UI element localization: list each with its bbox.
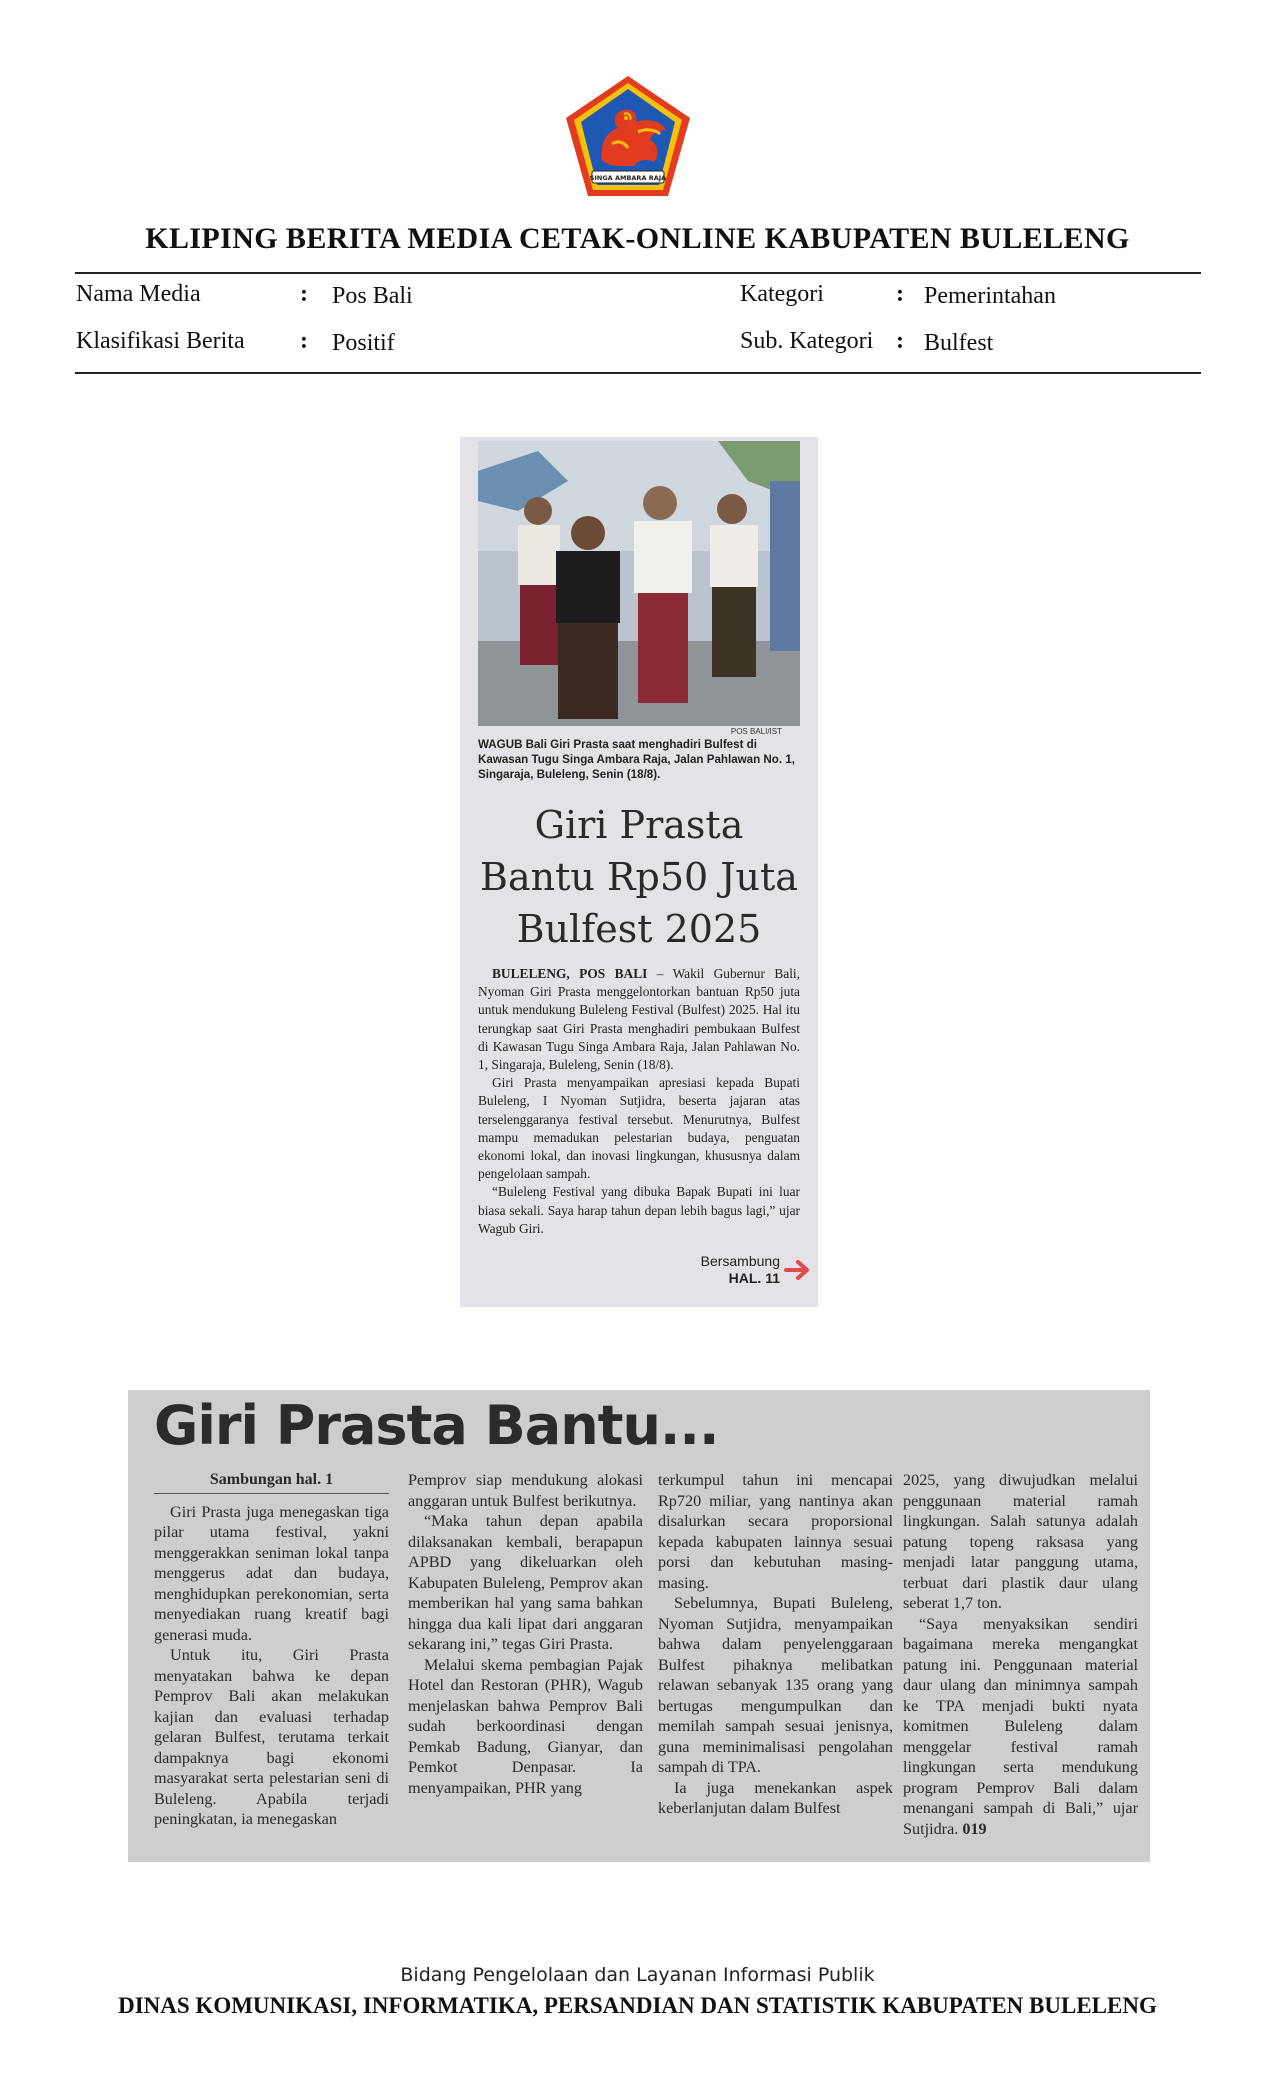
article-headline xyxy=(460,799,818,955)
class-label: Klasifikasi Berita xyxy=(76,328,245,354)
class-colon: : xyxy=(300,328,308,354)
continuation-subhead: Sambungan hal. 1 xyxy=(154,1470,389,1494)
paragraph-3: “Buleleng Festival yang dibuka Bapak Bupati ini luar biasa sekali. Saya harap tahun depan lebih bagus lagi,” ujar Wagub Giri. xyxy=(478,1184,800,1236)
col1-paragraph-2: Untuk itu, Giri Prasta menyatakan bahwa ke depan Pemprov Bali akan melakukan kajian dan evaluasi terhadap gelaran Bulfest, terutama terkait dampaknya bagi ekonomi masyarakat serta pelestarian seni di Buleleng. Apabila terjadi peningkatan, ia menegaskan xyxy=(154,1646,389,1828)
dateline: BULELENG, POS BALI xyxy=(492,966,648,981)
continued-page: HAL. 11 xyxy=(728,1270,780,1286)
column-3 xyxy=(658,1470,893,1819)
singa-ambara-raja-logo xyxy=(562,74,694,200)
column-2 xyxy=(408,1470,643,1798)
media-label: Nama Media xyxy=(76,281,201,307)
continued-note xyxy=(701,1253,780,1287)
paragraph-2: Giri Prasta menyampaikan apresiasi kepada Bupati Buleleng, I Nyoman Sutjidra, beserta jajaran atas terselenggaranya festival tersebut. Menurutnya, Bulfest mampu memadukan pelestarian budaya, penguatan ekonomi lokal, dan inovasi lingkungan, khususnya dalam pengelolaan sampah. xyxy=(478,1075,800,1182)
col4-paragraph-2: “Saya menyaksikan sendiri bagaimana mereka mengangkat patung ini. Penggunaan material daur ulang dan minimnya sampah ke TPA menjadi bukti nyata komitmen Buleleng dalam menggelar festival ramah lingkungan serta mendukung program Pemprov Bali dalam menangani sampah di Bali,” ujar Sutjidra. xyxy=(903,1614,1138,1838)
media-colon: : xyxy=(300,281,308,307)
header-rule-bottom xyxy=(75,372,1201,374)
arrow-right-icon xyxy=(784,1259,812,1281)
col3-paragraph-3: Ia juga menekankan aspek keberlanjutan dalam Bulfest xyxy=(658,1778,893,1817)
paragraph-1: – Wakil Gubernur Bali, Nyoman Giri Prasta menggelontorkan bantuan Rp50 juta untuk mendukung Buleleng Festival (Bulfest) 2025. Hal itu terungkap saat Giri Prasta menghadiri pembukaan Bulfest di Kawasan Tugu Singa Ambara Raja, Jalan Pahlawan No. 1, Singaraja, Buleleng, Senin (18/8). xyxy=(478,966,800,1073)
category-colon: : xyxy=(896,281,904,307)
col2-paragraph-2: “Maka tahun depan apabila dilaksanakan kembali, berapapun APBD yang dikeluarkan oleh Kabupaten Buleleng, Pemprov akan memberikan hal yang sama bahkan hingga dua kali lipat dari anggaran sekarang ini,” tegas Giri Prasta. xyxy=(408,1512,643,1653)
class-value: Positif xyxy=(332,330,395,356)
footer-division: Bidang Pengelolaan dan Layanan Informasi Publik xyxy=(400,1964,875,1986)
article-body xyxy=(478,965,800,1238)
column-4 xyxy=(903,1470,1138,1839)
footer-agency: DINAS KOMUNIKASI, INFORMATIKA, PERSANDIAN DAN STATISTIK KABUPATEN BULELENG xyxy=(118,1993,1157,2018)
category-label: Kategori xyxy=(740,281,824,307)
col1-paragraph-1: Giri Prasta juga menegaskan tiga pilar utama festival, yakni menggerakkan seniman lokal tanpa menggerus adat dan budaya, menghidupkan perekonomian, serta menyediakan ruang kreatif bagi generasi muda. xyxy=(154,1502,389,1644)
col2-paragraph-1: Pemprov siap mendukung alokasi anggaran untuk Bulfest berikutnya. xyxy=(408,1471,643,1510)
column-1 xyxy=(154,1470,389,1830)
photo-credit: POS BALI/IST xyxy=(730,727,782,736)
news-photo xyxy=(478,441,800,726)
continuation-headline: Giri Prasta Bantu... xyxy=(154,1394,719,1457)
photo-caption: WAGUB Bali Giri Prasta saat menghadiri Bulfest di Kawasan Tugu Singa Ambara Raja, Jalan Pahlawan No. 1, Singaraja, Buleleng, Senin (18/8). xyxy=(478,738,795,781)
col3-paragraph-2: Sebelumnya, Bupati Buleleng, Nyoman Sutjidra, menyampaikan bahwa dalam penyelenggaraan Bulfest pihaknya melibatkan relawan sebanyak 135 orang yang bertugas mengumpulkan dan memilah sampah sesuai jenisnya, guna meminimalisasi pengolahan sampah di TPA. xyxy=(658,1594,893,1776)
subcategory-colon: : xyxy=(896,328,904,354)
continued-label: Bersambung xyxy=(700,1253,780,1269)
subcategory-label: Sub. Kategori xyxy=(740,328,874,354)
category-value: Pemerintahan xyxy=(924,283,1056,309)
headline-line-1: Giri Prasta xyxy=(534,803,744,847)
subcategory-value: Bulfest xyxy=(924,330,994,356)
headline-line-2: Bantu Rp50 Juta xyxy=(480,855,798,899)
front-page-clipping xyxy=(460,437,818,1307)
logo-text: SINGA AMBARA RAJA xyxy=(589,174,667,182)
col3-paragraph-1: terkumpul tahun ini mencapai Rp720 miliar, yang nantinya akan disalurkan secara proporsional kepada kabupaten lainnya sesuai porsi dan kebutuhan masing-masing. xyxy=(658,1471,893,1592)
col4-paragraph-1: 2025, yang diwujudkan melalui penggunaan material ramah lingkungan. Salah satunya adalah patung topeng raksasa yang menjadi latar panggung utama, terbuat dari plastik daur ulang seberat 1,7 ton. xyxy=(903,1471,1138,1612)
headline-line-3: Bulfest 2025 xyxy=(516,907,762,951)
reporter-code: 019 xyxy=(962,1819,987,1838)
media-value: Pos Bali xyxy=(332,283,413,309)
col2-paragraph-3: Melalui skema pembagian Pajak Hotel dan Restoran (PHR), Wagub menjelaskan bahwa Pemprov Bali sudah berkoordinasi dengan Pemkab Badung, Gianyar, dan Pemkot Denpasar. Ia menyampaikan, PHR yang xyxy=(408,1655,643,1797)
page-title: KLIPING BERITA MEDIA CETAK-ONLINE KABUPATEN BULELENG xyxy=(145,222,1130,255)
continuation-clipping xyxy=(128,1390,1150,1862)
header-rule-top xyxy=(75,272,1201,274)
